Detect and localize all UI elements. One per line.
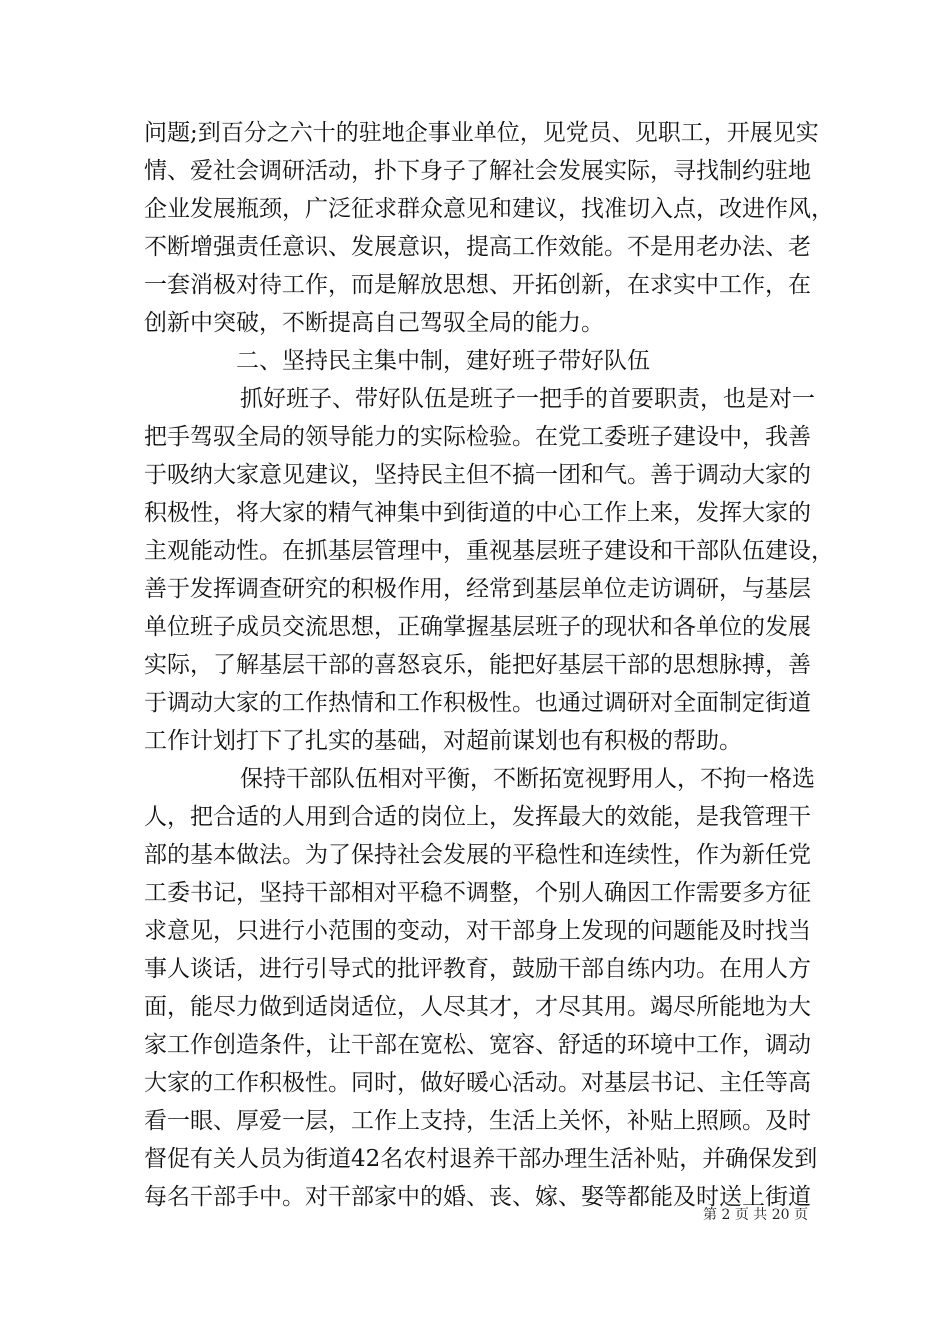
text-line: 企业发展瓶颈，广泛征求群众意见和建议，找准切入点，改进作风， <box>144 196 834 222</box>
text-line: 部的基本做法。为了保持社会发展的平稳性和连续性，作为新任党 <box>144 842 811 868</box>
page-number-footer: 第 2 页 共 20 页 <box>703 1207 808 1223</box>
text-line: 每名干部手中。对干部家中的婚、丧、嫁、娶等都能及时送上街道 <box>144 1184 811 1210</box>
text-line: 不断增强责任意识、发展意识，提高工作效能。不是用老办法、老 <box>144 234 811 260</box>
paragraph-first-line: 保持干部队伍相对平衡，不断拓宽视野用人，不拘一格选 <box>240 766 815 792</box>
text-line: 善于发挥调查研究的积极作用，经常到基层单位走访调研，与基层 <box>144 576 811 602</box>
text-line: 主观能动性。在抓基层管理中，重视基层班子建设和干部队伍建设， <box>144 538 834 564</box>
text-line: 督促有关人员为街道42名农村退养干部办理生活补贴，并确保发到 <box>144 1146 818 1172</box>
text-line: 工委书记，坚持干部相对平稳不调整，个别人确因工作需要多方征 <box>144 880 811 906</box>
text-line: 于调动大家的工作热情和工作积极性。也通过调研对全面制定街道 <box>144 690 811 716</box>
text-line: 一套消极对待工作，而是解放思想、开拓创新，在求实中工作，在 <box>144 272 811 298</box>
text-line: 事人谈话，进行引导式的批评教育，鼓励干部自练内功。在用人方 <box>144 956 811 982</box>
text-line: 大家的工作积极性。同时，做好暖心活动。对基层书记、主任等高 <box>144 1070 811 1096</box>
text-line: 把手驾驭全局的领导能力的实际检验。在党工委班子建设中，我善 <box>144 424 811 450</box>
text-line: 问题;到百分之六十的驻地企事业单位，见党员、见职工，开展见实 <box>144 120 819 146</box>
text-line: 于吸纳大家意见建议，坚持民主但不搞一团和气。善于调动大家的 <box>144 462 811 488</box>
text-line: 情、爱社会调研活动，扑下身子了解社会发展实际，寻找制约驻地 <box>144 158 811 184</box>
paragraph-first-line: 抓好班子、带好队伍是班子一把手的首要职责，也是对一 <box>240 386 815 412</box>
text-line: 家工作创造条件，让干部在宽松、宽容、舒适的环境中工作，调动 <box>144 1032 811 1058</box>
text-line: 单位班子成员交流思想，正确掌握基层班子的现状和各单位的发展 <box>144 614 811 640</box>
text-line: 实际，了解基层干部的喜怒哀乐，能把好基层干部的思想脉搏，善 <box>144 652 811 678</box>
section-heading: 二、坚持民主集中制，建好班子带好队伍 <box>236 348 650 374</box>
text-line: 积极性，将大家的精气神集中到街道的中心工作上来，发挥大家的 <box>144 500 811 526</box>
text-line: 工作计划打下了扎实的基础，对超前谋划也有积极的帮助。 <box>144 728 742 754</box>
text-line: 看一眼、厚爱一层，工作上支持，生活上关怀，补贴上照顾。及时 <box>144 1108 811 1134</box>
text-line: 面，能尽力做到适岗适位，人尽其才，才尽其用。竭尽所能地为大 <box>144 994 811 1020</box>
text-line: 创新中突破，不断提高自己驾驭全局的能力。 <box>144 310 604 336</box>
text-line: 求意见，只进行小范围的变动，对干部身上发现的问题能及时找当 <box>144 918 811 944</box>
text-line: 人，把合适的人用到合适的岗位上，发挥最大的效能，是我管理干 <box>144 804 811 830</box>
